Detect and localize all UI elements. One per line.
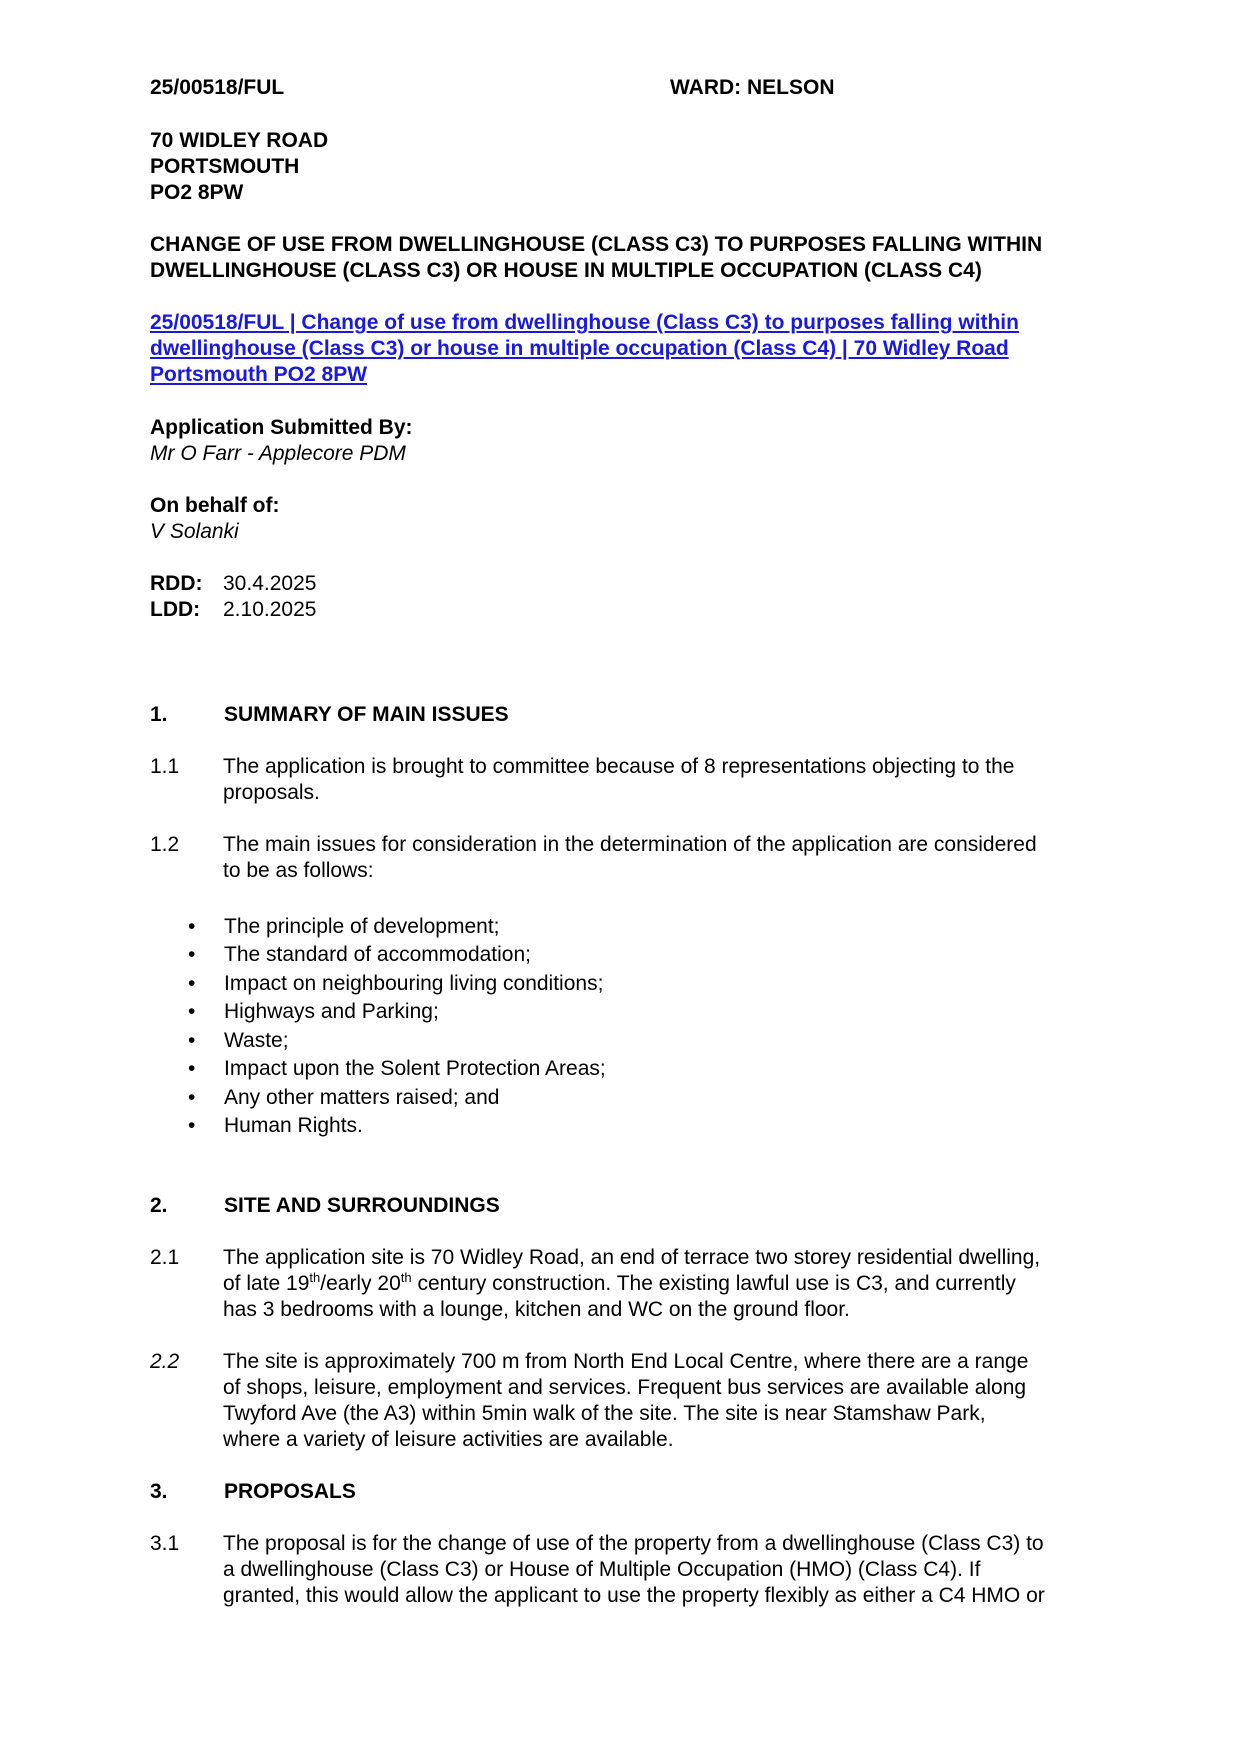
behalf-name: V Solanki: [150, 520, 239, 543]
section-1-title: SUMMARY OF MAIN ISSUES: [224, 703, 509, 726]
behalf-label: On behalf of:: [150, 494, 280, 517]
para-line: to be as follows:: [223, 859, 374, 882]
list-item: Highways and Parking;: [224, 1000, 439, 1023]
section-1-number: 1.: [150, 703, 168, 726]
list-item: Waste;: [224, 1029, 289, 1052]
bullet-icon: •: [188, 1029, 196, 1052]
ldd-value: 2.10.2025: [223, 598, 317, 621]
para-line: The application site is 70 Widley Road, an end of terrace two storey residential dwelling,: [223, 1246, 1041, 1269]
applicant-label: Application Submitted By:: [150, 416, 413, 439]
para-1-1: [223, 754, 1128, 806]
para-3-1: [223, 1531, 1128, 1609]
applicant-block: [150, 415, 413, 467]
section-2-number: 2.: [150, 1194, 168, 1217]
bullet-icon: •: [188, 1086, 196, 1109]
address: [150, 128, 328, 206]
para-line: has 3 bedrooms with a lounge, kitchen and WC on the ground floor.: [223, 1298, 850, 1321]
rdd-label: RDD:: [150, 572, 203, 595]
para-2-1: [223, 1245, 1128, 1323]
section-3-title: PROPOSALS: [224, 1480, 356, 1503]
link-line[interactable]: dwellinghouse (Class C3) or house in multiple occupation (Class C4) | 70 Widley Road: [150, 337, 1009, 360]
bullet-icon: •: [188, 1057, 196, 1080]
behalf-block: [150, 493, 280, 545]
ward-label: WARD: NELSON: [670, 76, 835, 99]
list-item: Impact upon the Solent Protection Areas;: [224, 1057, 606, 1080]
list-item: Human Rights.: [224, 1114, 363, 1137]
list-item: The standard of accommodation;: [224, 943, 532, 966]
address-line: 70 WIDLEY ROAD: [150, 129, 329, 152]
para-1-2: [223, 832, 1128, 884]
ldd-label: LDD:: [150, 598, 201, 621]
para-2-2-number: 2.2: [150, 1350, 180, 1373]
applicant-name: Mr O Farr - Applecore PDM: [150, 442, 406, 465]
address-line: PORTSMOUTH: [150, 155, 300, 178]
para-line: The application is brought to committee because of 8 representations objecting to the: [223, 755, 1015, 778]
para-line: of late 19th/early 20th century construction. The existing lawful use is C3, and currently: [223, 1270, 1016, 1295]
para-line: proposals.: [223, 781, 320, 804]
reference-number: 25/00518/FUL: [150, 76, 285, 99]
para-2-1-number: 2.1: [150, 1246, 180, 1269]
para-1-1-number: 1.1: [150, 755, 180, 778]
list-item: Impact on neighbouring living conditions;: [224, 972, 604, 995]
bullet-icon: •: [188, 972, 196, 995]
address-line: PO2 8PW: [150, 181, 244, 204]
link-line[interactable]: 25/00518/FUL | Change of use from dwellinghouse (Class C3) to purposes falling within: [150, 311, 1019, 334]
section-3-number: 3.: [150, 1480, 168, 1503]
para-line: The proposal is for the change of use of the property from a dwellinghouse (Class C3) to: [223, 1532, 1044, 1555]
section-2-title: SITE AND SURROUNDINGS: [224, 1194, 500, 1217]
para-line: Twyford Ave (the A3) within 5min walk of the site. The site is near Stamshaw Park,: [223, 1402, 986, 1425]
link-line[interactable]: Portsmouth PO2 8PW: [150, 363, 368, 386]
rdd-value: 30.4.2025: [223, 572, 317, 595]
para-line: where a variety of leisure activities are available.: [223, 1428, 674, 1451]
description-line: DWELLINGHOUSE (CLASS C3) OR HOUSE IN MULTIPLE OCCUPATION (CLASS C4): [150, 259, 982, 282]
description-line: CHANGE OF USE FROM DWELLINGHOUSE (CLASS C3) TO PURPOSES FALLING WITHIN: [150, 233, 1043, 256]
para-line: a dwellinghouse (Class C3) or House of Multiple Occupation (HMO) (Class C4). If: [223, 1558, 981, 1581]
para-line: granted, this would allow the applicant to use the property flexibly as either a C4 HMO or: [223, 1584, 1045, 1607]
bullet-icon: •: [188, 915, 196, 938]
para-1-2-number: 1.2: [150, 833, 180, 856]
para-line: of shops, leisure, employment and services. Frequent bus services are available along: [223, 1376, 1027, 1399]
application-link[interactable]: [150, 310, 1150, 388]
bullet-icon: •: [188, 943, 196, 966]
bullet-icon: •: [188, 1000, 196, 1023]
application-description: [150, 232, 1150, 284]
list-item: The principle of development;: [224, 915, 500, 938]
para-line: The site is approximately 700 m from North End Local Centre, where there are a range: [223, 1350, 1029, 1373]
list-item: Any other matters raised; and: [224, 1086, 500, 1109]
bullet-icon: •: [188, 1114, 196, 1137]
para-2-2: [223, 1349, 1128, 1453]
para-3-1-number: 3.1: [150, 1532, 180, 1555]
para-line: The main issues for consideration in the determination of the application are considered: [223, 833, 1037, 856]
